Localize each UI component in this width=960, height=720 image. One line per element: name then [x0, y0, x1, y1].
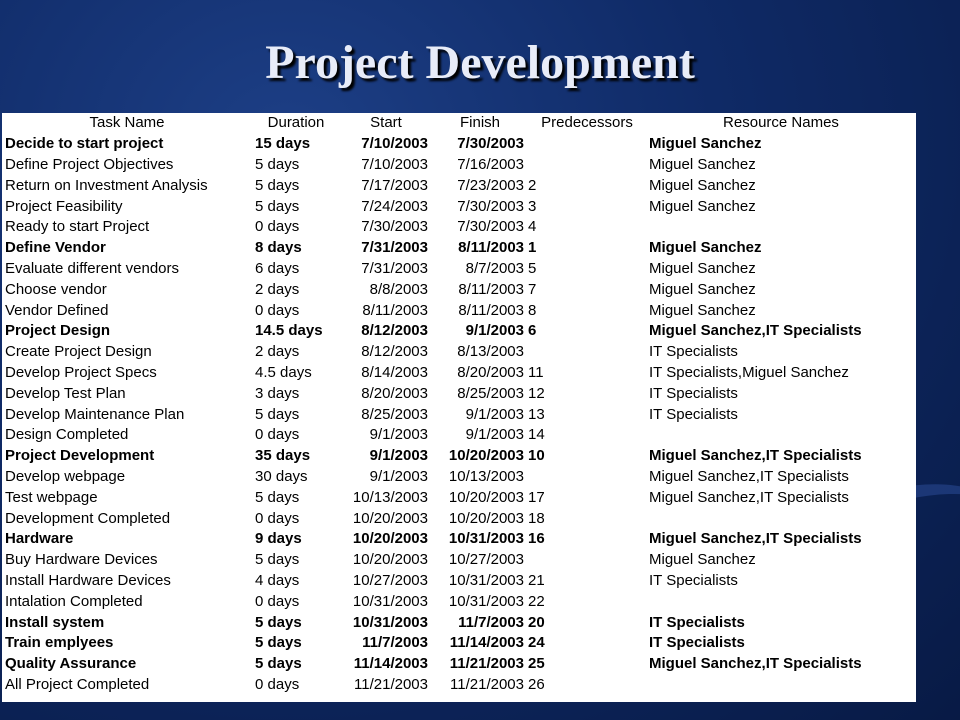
predecessors-cell: [528, 467, 646, 488]
start-date-cell: 7/10/2003: [361, 135, 428, 153]
task-row: [2, 300, 916, 321]
predecessors-cell: 3: [528, 197, 537, 215]
task-name-cell: Vendor Defined: [5, 301, 109, 319]
start-date-cell: 11/14/2003: [353, 655, 428, 673]
predecessors-cell: 10: [528, 447, 545, 465]
duration-cell: 5 days: [255, 488, 300, 506]
duration-cell: 6 days: [255, 259, 300, 277]
task-name-cell: Evaluate different vendors: [5, 259, 180, 277]
start-date-cell: 8/14/2003: [361, 363, 428, 381]
duration-cell: 3 days: [255, 384, 300, 402]
predecessors-cell: [528, 134, 646, 155]
task-table-body: [2, 134, 916, 696]
predecessors-cell: 18: [528, 509, 545, 527]
finish-date-cell: 11/14/2003: [449, 634, 524, 652]
task-name-cell: Return on Investment Analysis: [5, 176, 208, 194]
resource-names-cell: Miguel Sanchez,IT Specialists: [649, 322, 862, 340]
summary-task-row: [2, 654, 916, 675]
resource-names-cell: IT Specialists: [649, 613, 745, 631]
finish-date-cell: 10/20/2003: [448, 488, 524, 506]
start-date-cell: 7/10/2003: [361, 155, 428, 173]
column-header-duration: Duration: [267, 114, 325, 132]
duration-cell: 5 days: [255, 551, 300, 569]
task-row: [2, 259, 916, 280]
predecessors-cell: 22: [528, 592, 545, 610]
task-name-cell: All Project Completed: [5, 675, 150, 693]
duration-cell: 0 days: [255, 509, 300, 527]
summary-task-row: [2, 446, 916, 467]
finish-date-cell: 8/11/2003: [458, 301, 524, 319]
task-name-cell: Install Hardware Devices: [5, 571, 171, 589]
task-name-cell: Decide to start project: [5, 135, 164, 153]
start-date-cell: 10/31/2003: [352, 592, 428, 610]
task-row: [2, 175, 916, 196]
finish-date-cell: 9/1/2003: [465, 426, 524, 444]
start-date-cell: 10/27/2003: [352, 571, 428, 589]
resource-names-cell: Miguel Sanchez,IT Specialists: [649, 488, 849, 506]
finish-date-cell: 7/23/2003: [457, 176, 524, 194]
duration-cell: 30 days: [255, 467, 308, 485]
resource-names-cell: [646, 508, 916, 529]
finish-date-cell: 8/11/2003: [458, 280, 524, 298]
duration-cell: 2 days: [255, 280, 300, 298]
resource-names-cell: IT Specialists: [649, 384, 738, 402]
finish-date-cell: 10/27/2003: [448, 551, 524, 569]
task-name-cell: Install system: [5, 613, 105, 631]
finish-date-cell: 11/21/2003: [450, 675, 524, 693]
resource-names-cell: IT Specialists,Miguel Sanchez: [649, 363, 849, 381]
duration-cell: 5 days: [255, 155, 300, 173]
predecessors-cell: 8: [528, 301, 537, 319]
start-date-cell: 9/1/2003: [369, 467, 428, 485]
summary-task-row: [2, 238, 916, 259]
resource-names-cell: Miguel Sanchez: [649, 301, 756, 319]
finish-date-cell: 7/30/2003: [457, 218, 524, 236]
task-name-cell: Develop Test Plan: [5, 384, 126, 402]
task-row: [2, 467, 916, 488]
summary-task-row: [2, 321, 916, 342]
finish-date-cell: 8/11/2003: [458, 239, 524, 257]
task-row: [2, 155, 916, 176]
finish-date-cell: 11/7/2003: [458, 613, 524, 631]
duration-cell: 5 days: [255, 197, 300, 215]
task-name-cell: Define Vendor: [5, 239, 106, 257]
finish-date-cell: 10/13/2003: [448, 467, 524, 485]
start-date-cell: 10/20/2003: [352, 530, 428, 548]
task-name-cell: Create Project Design: [5, 343, 152, 361]
predecessors-cell: 2: [528, 176, 537, 194]
task-row: [2, 571, 916, 592]
finish-date-cell: 9/1/2003: [465, 322, 524, 340]
predecessors-cell: 20: [528, 613, 545, 631]
predecessors-cell: 21: [528, 571, 545, 589]
duration-cell: 5 days: [255, 655, 302, 673]
duration-cell: 0 days: [255, 301, 300, 319]
task-name-cell: Project Design: [5, 322, 111, 340]
start-date-cell: 11/7/2003: [362, 634, 428, 652]
resource-names-cell: Miguel Sanchez: [649, 551, 756, 569]
duration-cell: 8 days: [255, 239, 302, 257]
task-name-cell: Define Project Objectives: [5, 155, 174, 173]
finish-date-cell: 10/20/2003: [448, 509, 524, 527]
finish-date-cell: 8/20/2003: [457, 363, 524, 381]
start-date-cell: 10/31/2003: [352, 613, 428, 631]
resource-names-cell: IT Specialists: [649, 571, 738, 589]
task-row: [2, 550, 916, 571]
finish-date-cell: 7/16/2003: [457, 155, 524, 173]
predecessors-cell: 24: [528, 634, 545, 652]
task-name-cell: Intalation Completed: [5, 592, 143, 610]
task-row: [2, 508, 916, 529]
start-date-cell: 8/12/2003: [361, 322, 428, 340]
finish-date-cell: 9/1/2003: [465, 405, 524, 423]
finish-date-cell: 8/7/2003: [465, 259, 524, 277]
resource-names-cell: Miguel Sanchez,IT Specialists: [649, 530, 862, 548]
summary-task-row: [2, 612, 916, 633]
start-date-cell: 9/1/2003: [369, 426, 428, 444]
resource-names-cell: [646, 591, 916, 612]
resource-names-cell: Miguel Sanchez,IT Specialists: [649, 655, 862, 673]
duration-cell: 0 days: [255, 592, 300, 610]
column-header-resource-names: Resource Names: [723, 114, 839, 132]
resource-names-cell: IT Specialists: [649, 634, 745, 652]
predecessors-cell: 5: [528, 259, 537, 277]
task-name-cell: Choose vendor: [5, 280, 107, 298]
duration-cell: 14.5 days: [255, 322, 323, 340]
start-date-cell: 7/24/2003: [361, 197, 428, 215]
finish-date-cell: 7/30/2003: [457, 135, 524, 153]
resource-names-cell: Miguel Sanchez: [649, 239, 762, 257]
duration-cell: 4 days: [255, 571, 300, 589]
resource-names-cell: Miguel Sanchez: [649, 259, 756, 277]
finish-date-cell: 10/20/2003: [448, 447, 524, 465]
duration-cell: 4.5 days: [255, 363, 312, 381]
task-row: [2, 383, 916, 404]
start-date-cell: 11/21/2003: [354, 675, 428, 693]
task-row: [2, 217, 916, 238]
finish-date-cell: 7/30/2003: [457, 197, 524, 215]
predecessors-cell: 14: [528, 426, 545, 444]
start-date-cell: 10/20/2003: [352, 509, 428, 527]
predecessors-cell: 26: [528, 675, 545, 693]
start-date-cell: 7/30/2003: [361, 218, 428, 236]
finish-date-cell: 10/31/2003: [448, 530, 524, 548]
duration-cell: 5 days: [255, 405, 300, 423]
finish-date-cell: 8/13/2003: [457, 343, 524, 361]
task-name-cell: Train emplyees: [5, 634, 114, 652]
predecessors-cell: 13: [528, 405, 545, 423]
duration-cell: 9 days: [255, 530, 302, 548]
task-table-container: [2, 113, 916, 702]
task-name-cell: Buy Hardware Devices: [5, 551, 158, 569]
duration-cell: 5 days: [255, 613, 302, 631]
column-header-finish: Finish: [459, 114, 500, 132]
task-name-cell: Project Development: [5, 447, 155, 465]
summary-task-row: [2, 633, 916, 654]
start-date-cell: 8/12/2003: [361, 343, 428, 361]
start-date-cell: 8/8/2003: [369, 280, 428, 298]
finish-date-cell: 10/31/2003: [448, 592, 524, 610]
column-header-task-name: Task Name: [89, 114, 165, 132]
predecessors-cell: [528, 550, 646, 571]
task-row: [2, 591, 916, 612]
predecessors-cell: 25: [528, 655, 545, 673]
start-date-cell: 7/17/2003: [361, 176, 428, 194]
predecessors-cell: 6: [528, 322, 537, 340]
start-date-cell: 7/31/2003: [361, 239, 428, 257]
resource-names-cell: Miguel Sanchez: [649, 135, 762, 153]
duration-cell: 0 days: [255, 675, 300, 693]
task-row: [2, 487, 916, 508]
start-date-cell: 10/20/2003: [352, 551, 428, 569]
finish-date-cell: 10/31/2003: [448, 571, 524, 589]
start-date-cell: 9/1/2003: [369, 447, 428, 465]
task-table: [2, 113, 916, 695]
predecessors-cell: [528, 155, 646, 176]
resource-names-cell: IT Specialists: [649, 405, 738, 423]
duration-cell: 5 days: [255, 634, 302, 652]
duration-cell: 35 days: [255, 447, 311, 465]
predecessors-cell: 12: [528, 384, 545, 402]
predecessors-cell: 1: [528, 239, 537, 257]
start-date-cell: 7/31/2003: [361, 259, 428, 277]
resource-names-cell: Miguel Sanchez,IT Specialists: [649, 467, 849, 485]
task-row: [2, 363, 916, 384]
task-row: [2, 342, 916, 363]
table-header-row: [2, 113, 916, 134]
resource-names-cell: [646, 425, 916, 446]
task-name-cell: Develop webpage: [5, 467, 126, 485]
task-row: [2, 279, 916, 300]
task-name-cell: Ready to start Project: [5, 218, 150, 236]
task-name-cell: Quality Assurance: [5, 655, 137, 673]
resource-names-cell: Miguel Sanchez: [649, 197, 756, 215]
column-header-predecessors: Predecessors: [541, 114, 633, 132]
resource-names-cell: IT Specialists: [649, 343, 738, 361]
summary-task-row: [2, 134, 916, 155]
predecessors-cell: 16: [528, 530, 545, 548]
resource-names-cell: [646, 675, 916, 696]
task-name-cell: Test webpage: [5, 488, 98, 506]
summary-task-row: [2, 529, 916, 550]
task-name-cell: Project Feasibility: [5, 197, 123, 215]
duration-cell: 0 days: [255, 426, 300, 444]
resource-names-cell: Miguel Sanchez: [649, 155, 756, 173]
start-date-cell: 8/20/2003: [361, 384, 428, 402]
start-date-cell: 10/13/2003: [352, 488, 428, 506]
finish-date-cell: 11/21/2003: [449, 655, 524, 673]
slide-title: Project Development: [265, 36, 695, 89]
task-row: [2, 196, 916, 217]
column-header-start: Start: [370, 114, 402, 132]
task-name-cell: Development Completed: [5, 509, 171, 527]
duration-cell: 2 days: [255, 343, 300, 361]
start-date-cell: 8/25/2003: [361, 405, 428, 423]
duration-cell: 15 days: [255, 135, 311, 153]
resource-names-cell: Miguel Sanchez,IT Specialists: [649, 447, 862, 465]
duration-cell: 5 days: [255, 176, 300, 194]
task-name-cell: Develop Project Specs: [5, 363, 157, 381]
task-row: [2, 675, 916, 696]
task-name-cell: Design Completed: [5, 426, 129, 444]
start-date-cell: 8/11/2003: [362, 301, 428, 319]
predecessors-cell: 4: [528, 218, 537, 236]
task-row: [2, 404, 916, 425]
resource-names-cell: [646, 217, 916, 238]
predecessors-cell: 17: [528, 488, 545, 506]
duration-cell: 0 days: [255, 218, 300, 236]
predecessors-cell: 7: [528, 280, 537, 298]
finish-date-cell: 8/25/2003: [457, 384, 524, 402]
task-row: [2, 425, 916, 446]
predecessors-cell: 11: [528, 363, 544, 381]
predecessors-cell: [528, 342, 646, 363]
resource-names-cell: Miguel Sanchez: [649, 176, 756, 194]
resource-names-cell: Miguel Sanchez: [649, 280, 756, 298]
task-name-cell: Hardware: [5, 530, 74, 548]
task-name-cell: Develop Maintenance Plan: [5, 405, 185, 423]
